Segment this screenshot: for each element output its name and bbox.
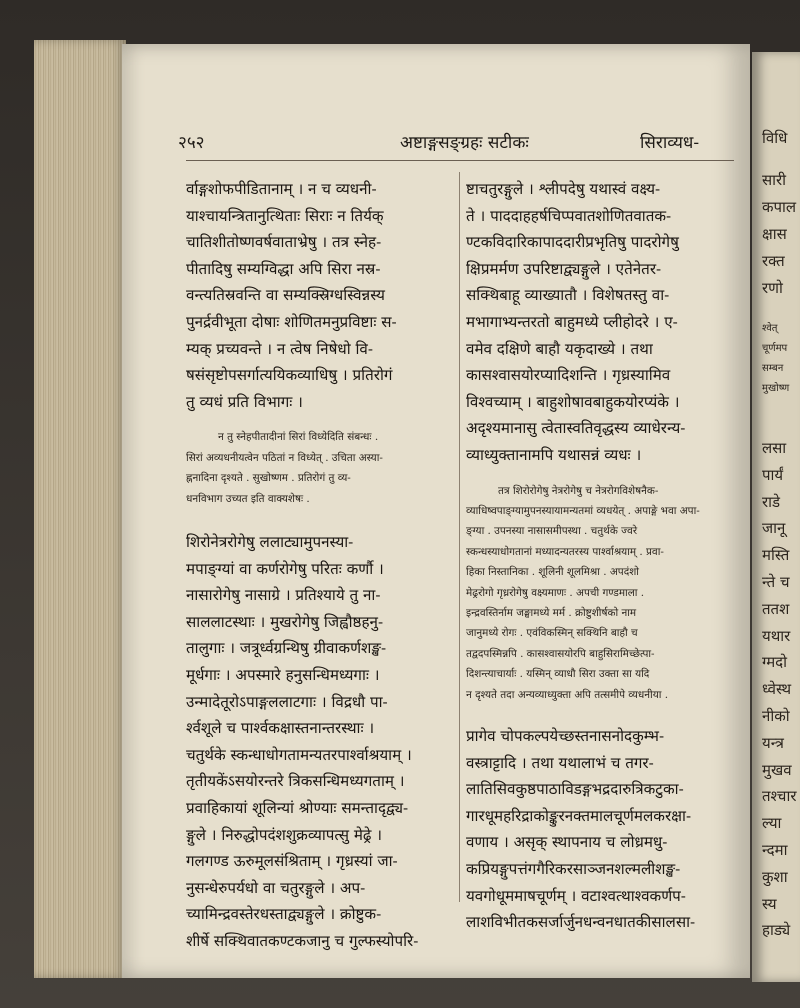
next-page-text: सारी (762, 171, 787, 189)
text-line: शिरोनेत्ररोगेषु ललाट्यामुपनस्या- (186, 532, 354, 551)
text-line: धनविभाग उच्यत इति वाक्यशेषः . (186, 492, 310, 505)
next-page-text: ध्वेस्थ (762, 680, 792, 699)
running-title: अष्टाङ्गसङ्ग्रहः सटीकः (400, 133, 529, 153)
text-line: चातिशीतोष्णवर्षवाताभ्रेषु । तत्र स्नेह- (186, 233, 382, 252)
text-line: जानुमध्ये रोगः . एवंविकस्मिन् सक्थिनि बाहौ च (466, 627, 638, 640)
text-line: वमेव दक्षिणे बाहौ यकृदाख्ये । तथा (466, 339, 653, 358)
text-line: स्कन्धस्याधोगतानां मध्यादन्यतरस्य पार्श्वाश्रयाम् . प्रवा- (466, 545, 664, 558)
next-page-text: यथार (762, 626, 791, 645)
right-column (466, 176, 736, 936)
next-page-text: स्य (762, 894, 777, 913)
text-line: इन्द्रवस्तिर्नाम जङ्घामध्ये मर्म . क्रोष्टुशीर्षको नाम (466, 606, 637, 619)
next-page-text: नीको (762, 707, 790, 725)
header-rule (186, 160, 734, 161)
text-line: र्श्वशूले च पार्श्वकक्षास्तनान्तरस्थाः । (186, 719, 375, 738)
text-line: र्वाङ्गशोफपीडितानाम् । न च व्यधनी- (186, 180, 377, 198)
text-line: सिरां अव्यधनीयत्वेन पठितां न विध्येत् . उचिता अस्या- (186, 451, 383, 464)
page-number: २५२ (178, 133, 205, 153)
text-line: सक्थिबाहू व्याख्यातौ । विशेषतस्तु वा- (466, 286, 670, 305)
next-page-text: कपाल (762, 198, 797, 216)
next-page-text: राडे (762, 492, 781, 511)
text-line: ह्ननादिना दृश्यते . सुखोष्णम . प्रतिरोगं तु व्य- (186, 472, 351, 485)
text-line: न तु स्नेहपीतादीनां सिरां विध्येदिति संबन्धः . (218, 431, 379, 444)
next-page-text: तश्चार (762, 787, 797, 806)
text-line: पुनर्द्रवीभूता दोषाः शोणितमनुप्रविष्टाः स- (186, 312, 397, 331)
page-header (178, 126, 738, 156)
text-line: व्याधिष्वपाङ्ग्यामुपनस्यायामन्यतमां व्यधयेत् . अपाङ्गे भवा अपा- (466, 504, 700, 517)
next-page-text: मुखव (762, 760, 792, 779)
text-line: ष्टाचतुरङ्गुले । श्लीपदेषु यथास्वं वक्ष्य- (466, 180, 661, 198)
next-page-text: श्वेत् (762, 323, 778, 334)
text-line: वन्त्यतिस्रवन्ति वा सम्यक्स्रिग्धस्विन्नस्य (186, 286, 385, 305)
text-line: ते । पाददाहहर्षचिप्पवातशोणितवातक- (466, 206, 672, 225)
next-page-text: मस्ति (762, 546, 790, 565)
text-line: वणाय । असृक् स्थापनाय च लोध्रमधु- (466, 833, 668, 852)
next-page-text: ततश (762, 599, 790, 618)
text-line: ङ्गुले । निरुद्धोपदंशशुक्रव्यापत्सु मेढ्रे । (186, 825, 383, 844)
text-line: याश्चायन्त्रितानुत्थिताः सिराः न तिर्यक् (186, 206, 384, 225)
main-text-paragraph (466, 176, 736, 469)
text-line: लातिसिवकुष्ठपाठाविडङ्गभद्रदारुत्रिकटुका- (466, 780, 684, 799)
text-line: हिका निस्तानिका . शूलिनी शूलमिश्रा . अपदंशो (466, 566, 639, 579)
text-line: गारधूमहरिद्राकोङ्कुरनक्तमालचूर्णमलकरक्षा- (466, 806, 692, 825)
text-line: विश्वच्याम् । बाहुशोषावबाहुकयोरप्यंके । (466, 392, 680, 411)
text-line: साललाटस्थाः । मुखरोगेषु जिह्वौष्ठहनु- (186, 612, 384, 631)
next-page-text: न्ते च (762, 573, 790, 591)
commentary-paragraph (186, 427, 454, 509)
text-line: व्याध्युक्तानामपि यथासन्नं व्यधः । (466, 445, 642, 464)
next-page-text: जानू (762, 519, 786, 538)
next-page-text: ग्मदो (762, 653, 788, 672)
text-line: तृतीयकेंऽसयोरन्तरे त्रिकसन्धिमध्यगताम् । (186, 772, 405, 791)
next-page-text: पार्यं (762, 465, 784, 484)
text-line: षसंसृष्टोपसर्गात्ययिकव्याधिषु । प्रतिरोगं (186, 366, 393, 385)
text-line: तालुगाः । जत्रूर्ध्वग्रन्थिषु ग्रीवाकर्णशङ्ख- (186, 639, 387, 658)
text-line: न दृश्यते तदा अन्यव्याध्युक्ता अपि तत्समीपे व्यधनीया . (466, 688, 669, 701)
text-line: अदृश्यमानासु त्वेतास्वतिवृद्धस्य व्याधेरन्य- (466, 419, 686, 438)
next-page-text: चूर्णमप (762, 343, 788, 354)
text-line: मेढ्ररोगो गृध्ररोगेषु वक्ष्यमाणः . अपची गण्डमाला . (466, 586, 645, 599)
text-line: गलगण्ड ऊरुमूलसंश्रिताम् । गृध्रस्यां जा- (186, 852, 398, 871)
commentary-paragraph (466, 481, 736, 705)
text-line: ण्टकविदारिकापाददारीप्रभृतिषु पादरोगेषु (466, 233, 679, 252)
text-line: मभागाभ्यन्तरतो बाहुमध्ये प्लीहोदरे । ए- (466, 312, 678, 331)
next-page-text: विधि (762, 129, 788, 147)
column-divider (459, 172, 460, 902)
text-line: दिशन्त्याचार्याः . यस्मिन् व्याधौ सिरा उक्ता सा यदि (466, 668, 650, 681)
left-column (186, 176, 454, 954)
text-line: ङ्ग्या . उपनस्या नासासमीपस्था . चतुर्थके ज्वरे (466, 525, 638, 538)
next-page-text: हाड्ये (762, 921, 791, 940)
next-page-text: रक्त (762, 252, 785, 270)
next-page-text: लसा (762, 439, 787, 457)
text-line: मूर्धगाः । अपस्मारे हनुसन्धिमध्यगाः । (186, 665, 380, 684)
text-line: कप्रियङ्गुपत्तंगगैरिकरसाञ्जनशल्मलीशङ्ख- (466, 859, 681, 878)
text-line: प्रागेव चोपकल्पयेच्छस्तनासनोदकुम्भ- (466, 727, 665, 745)
text-line: वस्त्राट्टादि । तथा यथालाभं च तगर- (466, 753, 654, 772)
next-page-text: ल्या (762, 814, 782, 833)
next-page-text: न्दमा (762, 841, 788, 859)
text-line: मपाङ्ग्यां वा कर्णरोगेषु परितः कर्णौ । (186, 559, 384, 578)
next-page-text: मुखोष्ण (762, 383, 790, 394)
text-line: शीर्षे सक्थिवातकण्टकजानु च गुल्फस्योपरि- (186, 931, 419, 950)
main-text-paragraph (186, 529, 454, 955)
book-page-edges (34, 40, 126, 978)
text-line: लाशविभीतकसर्जार्जुनधन्वनधातकीसालसा- (466, 913, 696, 932)
next-page-text: रणो (762, 279, 783, 297)
next-page-fragment (752, 52, 800, 982)
text-line: च्यामिन्द्रवस्तेरधस्ताद्व्यङ्गुले । क्रोष्टुक- (186, 905, 382, 924)
next-page-text: यन्त्र (762, 733, 784, 752)
text-line: नुसन्धेरुपर्यधो वा चतुरङ्गुले । अप- (186, 878, 366, 897)
text-line: तत्र शिरोरोगेषु नेत्ररोगेषु च नेत्ररोगविशेषनैक- (498, 484, 659, 497)
text-line: म्यक् प्रच्यवन्ते । न त्वेष निषेधो वि- (186, 339, 373, 358)
text-line: प्रवाहिकायां शूलिन्यां श्रोण्याः समन्तादृद्व्य- (186, 798, 409, 817)
text-line: क्षिप्रमर्मण उपरिष्टाद्व्यङ्गुले । एतेनेतर- (466, 259, 662, 278)
main-text-paragraph (186, 176, 454, 415)
next-page-text: सम्बन (762, 363, 784, 374)
next-page-text: कुशा (762, 867, 788, 886)
text-line: तद्वदपस्मिन्नपि . कासश्वासयोरपि बाहुसिरामिच्छेत्पा- (466, 647, 655, 660)
main-text-paragraph (466, 723, 736, 936)
text-line: उन्मादेतूरोऽपाङ्गललाटगाः । विद्रधौ पा- (186, 692, 388, 711)
next-page-text: क्षास (762, 225, 787, 243)
text-line: तु व्यधं प्रति विभागः । (186, 392, 303, 411)
text-line: पीतादिषु सम्यग्विद्धा अपि सिरा नस्र- (186, 259, 381, 278)
section-title: सिराव्यध- (640, 133, 700, 153)
text-line: चतुर्थके स्कन्धाधोगतामन्यतरपार्श्वाश्रयाम् । (186, 745, 412, 764)
text-line: यवगोधूममाषचूर्णम् । वटाश्वत्थाश्वकर्णप- (466, 886, 686, 905)
text-line: नासारोगेषु नासाग्रे । प्रतिश्याये तु ना- (186, 586, 381, 605)
text-line: कासश्वासयोरप्यादिशन्ति । गृध्रस्यामिव (466, 366, 671, 385)
